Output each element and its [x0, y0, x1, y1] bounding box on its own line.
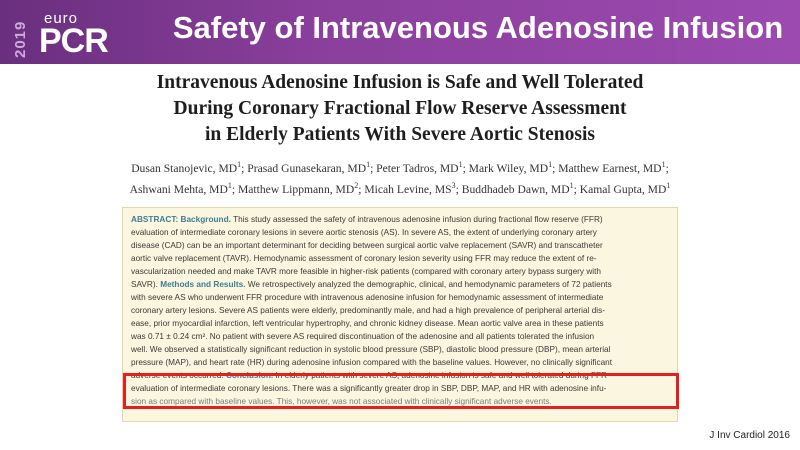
logo-year: 2019 [12, 20, 29, 58]
abstract-box [122, 207, 678, 422]
abstract-line: aortic valve replacement (TAVR). Hemodynamic assessment of coronary lesion severity using FFR may reduce the extent of re- [131, 254, 597, 263]
article-title-line-2: During Coronary Fractional Flow Reserve Assessment [173, 98, 627, 119]
article-title-line-1: Intravenous Adenosine Infusion is Safe and Well Tolerated [156, 72, 644, 93]
authors-line-1: Dusan Stanojevic, $MD^1$; Prasad Gunasekaran, $MD^1$; Peter Tadros, $MD^1$; Mark Wiley, $MD^1$; Matthew Earnest, $MD^1$; [131, 160, 669, 175]
authors-line-2: Ashwani Mehta, $MD^1$; Matthew Lippmann, $MD^2$; Micah Levine, $MS^3$; Buddhadeb Dawn, $MD^1$; Kamal Gupta, $MD^1$ [129, 180, 671, 196]
abstract-line: This study assessed the safety of intravenous adenosine infusion during fractional flow reserve (FFR) [230, 215, 603, 224]
author-list [60, 156, 740, 198]
abstract-line: vascularization needed and make TAVR more feasible in higher-risk patients (compared with coronary artery bypass surgery with [131, 267, 602, 276]
abstract-line: SAVR). [131, 280, 158, 289]
abstract-line: evaluation of intermediate coronary lesions in severe aortic stenosis (AS). In severe AS, the extent of underlying coronary artery [131, 228, 597, 237]
abstract-line: adverse events occurred. [131, 371, 224, 380]
article-title-line-3: in Elderly Patients With Severe Aortic Stenosis [205, 124, 595, 145]
conclusion-label: Conclusion. [225, 371, 274, 380]
citation: J Inv Cardiol 2016 [709, 430, 790, 441]
abstract-text [131, 213, 671, 408]
abstract-line: with severe AS who underwent FFR procedure with intravenous adenosine infusion for hemodynamic assessment of intermediate [131, 293, 604, 302]
abstract-line: We retrospectively analyzed the demographic, clinical, and hemodynamic parameters of 72 patients [245, 280, 612, 289]
abstract-line: disease (CAD) can be an important determinant for deciding between surgical aortic valve replacement (SAVR) and transcatheter [131, 241, 603, 250]
abstract-line: ease, prior myocardial infarction, left ventricular hypertrophy, and chronic kidney disease. Mean aortic valve area in these patients [131, 319, 604, 328]
logo-pcr: PCR [39, 22, 108, 60]
abstract-line: evaluation of intermediate coronary lesions. There was a significantly greater drop in SBP, DBP, MAP, and HR with adenosine infu- [131, 384, 607, 393]
abstract-line: coronary artery lesions. Severe AS patients were elderly, predominantly male, and had a high prevalence of peripheral arterial dis- [131, 306, 606, 315]
slide-title: Safety of Intravenous Adenosine Infusion [172, 10, 784, 45]
abstract-line: was 0.71 ± 0.24 cm². No patient with severe AS required discontinuation of the adenosine and all patients tolerated the infusion [131, 332, 595, 341]
abstract-line: sion as compared with baseline values. This, however, was not associated with clinically significant adverse events. [131, 397, 552, 406]
article-title [60, 70, 740, 148]
abstract-line: well. We observed a statistically significant reduction in systolic blood pressure (SBP), diastolic blood pressure (DBP), mean arterial [131, 345, 611, 354]
header-banner [0, 0, 800, 64]
methods-label: Methods and Results. [160, 280, 246, 289]
abstract-line: pressure (MAP), and heart rate (HR) during adenosine infusion compared with the baseline values. However, no clinically significant [131, 358, 613, 367]
europcr-logo [6, 4, 156, 60]
abstract-label: ABSTRACT: Background. [131, 215, 231, 224]
abstract-line: In elderly patients with severe AS, adenosine infusion is safe and well tolerated during FFR [273, 371, 608, 380]
logo-euro: euro [44, 10, 79, 27]
